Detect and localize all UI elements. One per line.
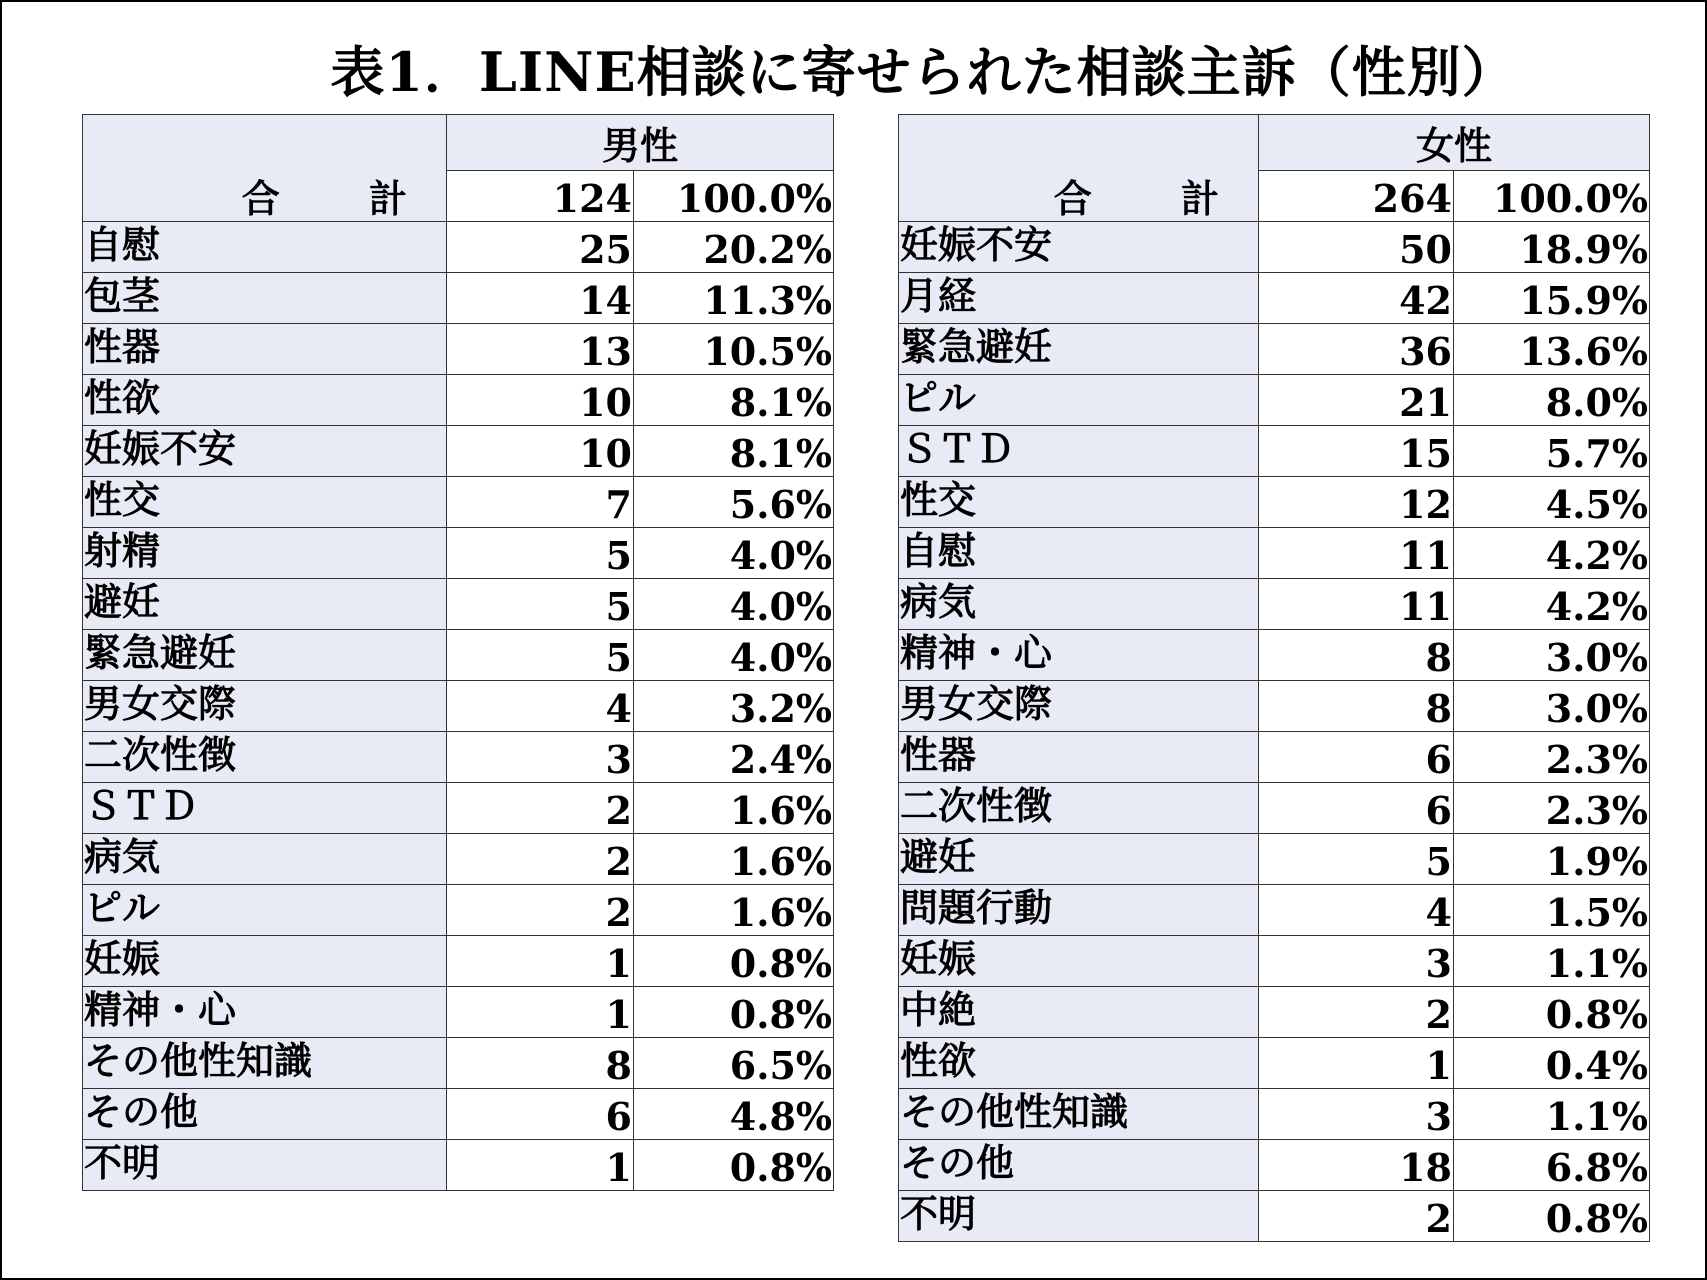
- row-count: 3: [1259, 1089, 1454, 1140]
- row-label: 緊急避妊: [899, 324, 1259, 375]
- row-pct: 8.1%: [634, 375, 834, 426]
- table-row: [899, 1140, 1650, 1191]
- row-label: 妊娠不安: [899, 222, 1259, 273]
- row-pct: 1.6%: [634, 885, 834, 936]
- table-row: [83, 528, 834, 579]
- row-label: 性交: [83, 477, 447, 528]
- row-pct: 11.3%: [634, 273, 834, 324]
- total-count: 124: [447, 171, 634, 222]
- row-label: ＳＴＤ: [83, 783, 447, 834]
- row-pct: 0.8%: [634, 987, 834, 1038]
- row-label: 包茎: [83, 273, 447, 324]
- table-row: [83, 375, 834, 426]
- table-row: [83, 1140, 834, 1191]
- table-row: [899, 630, 1650, 681]
- row-pct: 0.8%: [634, 1140, 834, 1191]
- row-pct: 2.4%: [634, 732, 834, 783]
- row-count: 11: [1259, 579, 1454, 630]
- row-label: 妊娠: [899, 936, 1259, 987]
- row-pct: 3.0%: [1454, 681, 1650, 732]
- row-count: 8: [447, 1038, 634, 1089]
- row-count: 2: [447, 783, 634, 834]
- row-pct: 10.5%: [634, 324, 834, 375]
- row-count: 8: [1259, 630, 1454, 681]
- row-pct: 2.3%: [1454, 783, 1650, 834]
- table-row: [899, 885, 1650, 936]
- row-pct: 0.8%: [634, 936, 834, 987]
- row-pct: 4.2%: [1454, 579, 1650, 630]
- table-row: [899, 273, 1650, 324]
- table-row: [83, 834, 834, 885]
- row-count: 18: [1259, 1140, 1454, 1191]
- table-row: [899, 222, 1650, 273]
- row-pct: 4.8%: [634, 1089, 834, 1140]
- row-count: 6: [447, 1089, 634, 1140]
- table-row: [83, 324, 834, 375]
- row-label: 性器: [83, 324, 447, 375]
- row-label: 二次性徴: [899, 783, 1259, 834]
- row-count: 1: [447, 987, 634, 1038]
- total-count: 264: [1259, 171, 1454, 222]
- row-pct: 8.0%: [1454, 375, 1650, 426]
- row-pct: 1.9%: [1454, 834, 1650, 885]
- row-label: 性器: [899, 732, 1259, 783]
- table-row: [899, 732, 1650, 783]
- row-label: 男女交際: [83, 681, 447, 732]
- total-label: 合 計: [899, 115, 1259, 222]
- table-row: [899, 834, 1650, 885]
- row-count: 7: [447, 477, 634, 528]
- total-pct: 100.0%: [1454, 171, 1650, 222]
- row-count: 11: [1259, 528, 1454, 579]
- row-count: 14: [447, 273, 634, 324]
- row-label: 妊娠: [83, 936, 447, 987]
- table-row: [83, 273, 834, 324]
- row-pct: 4.0%: [634, 579, 834, 630]
- row-pct: 18.9%: [1454, 222, 1650, 273]
- row-count: 15: [1259, 426, 1454, 477]
- row-label: 月経: [899, 273, 1259, 324]
- row-count: 42: [1259, 273, 1454, 324]
- table-row: [83, 579, 834, 630]
- table-row: [899, 987, 1650, 1038]
- table-row: [899, 528, 1650, 579]
- row-pct: 4.0%: [634, 630, 834, 681]
- row-count: 12: [1259, 477, 1454, 528]
- table-row: [83, 477, 834, 528]
- row-pct: 2.3%: [1454, 732, 1650, 783]
- row-count: 10: [447, 426, 634, 477]
- row-label: ピル: [83, 885, 447, 936]
- row-label: 性欲: [83, 375, 447, 426]
- row-label: 精神・心: [899, 630, 1259, 681]
- row-count: 1: [1259, 1038, 1454, 1089]
- row-count: 2: [447, 885, 634, 936]
- table-row: [83, 936, 834, 987]
- table-row: [899, 1191, 1650, 1242]
- row-label: 問題行動: [899, 885, 1259, 936]
- row-label: 性欲: [899, 1038, 1259, 1089]
- row-label: 性交: [899, 477, 1259, 528]
- table-row: [83, 1038, 834, 1089]
- row-pct: 1.6%: [634, 783, 834, 834]
- total-pct: 100.0%: [634, 171, 834, 222]
- row-label: 精神・心: [83, 987, 447, 1038]
- row-label: 自慰: [83, 222, 447, 273]
- row-label: ピル: [899, 375, 1259, 426]
- row-count: 5: [1259, 834, 1454, 885]
- table-row: [899, 1038, 1650, 1089]
- table-row: [899, 936, 1650, 987]
- row-label: その他性知識: [83, 1038, 447, 1089]
- row-pct: 0.8%: [1454, 987, 1650, 1038]
- row-label: 避妊: [899, 834, 1259, 885]
- row-pct: 3.2%: [634, 681, 834, 732]
- row-count: 5: [447, 528, 634, 579]
- row-count: 6: [1259, 732, 1454, 783]
- row-pct: 15.9%: [1454, 273, 1650, 324]
- row-count: 25: [447, 222, 634, 273]
- table-row: [83, 783, 834, 834]
- row-pct: 6.8%: [1454, 1140, 1650, 1191]
- row-count: 5: [447, 579, 634, 630]
- table-row: [899, 681, 1650, 732]
- table-row: [83, 885, 834, 936]
- row-count: 21: [1259, 375, 1454, 426]
- row-pct: 13.6%: [1454, 324, 1650, 375]
- table-row: [899, 324, 1650, 375]
- table-row: [83, 1089, 834, 1140]
- row-label: 不明: [83, 1140, 447, 1191]
- table-row: [83, 630, 834, 681]
- row-pct: 1.5%: [1454, 885, 1650, 936]
- row-label: 中絶: [899, 987, 1259, 1038]
- row-label: 男女交際: [899, 681, 1259, 732]
- row-label: 射精: [83, 528, 447, 579]
- male-header: 男性: [447, 115, 834, 171]
- row-pct: 8.1%: [634, 426, 834, 477]
- row-pct: 4.2%: [1454, 528, 1650, 579]
- row-count: 13: [447, 324, 634, 375]
- table-row: [83, 681, 834, 732]
- row-label: 妊娠不安: [83, 426, 447, 477]
- table-row: [83, 222, 834, 273]
- row-count: 2: [1259, 1191, 1454, 1242]
- row-pct: 20.2%: [634, 222, 834, 273]
- row-count: 4: [1259, 885, 1454, 936]
- male-table: [82, 114, 834, 1191]
- row-label: 不明: [899, 1191, 1259, 1242]
- row-count: 4: [447, 681, 634, 732]
- row-label: 病気: [899, 579, 1259, 630]
- female-table: [898, 114, 1650, 1242]
- total-label: 合 計: [83, 115, 447, 222]
- row-count: 2: [1259, 987, 1454, 1038]
- row-pct: 6.5%: [634, 1038, 834, 1089]
- row-pct: 0.8%: [1454, 1191, 1650, 1242]
- row-label: 病気: [83, 834, 447, 885]
- table-row: [899, 477, 1650, 528]
- table-row: [899, 1089, 1650, 1140]
- table-row: [83, 732, 834, 783]
- row-label: その他: [83, 1089, 447, 1140]
- row-pct: 4.5%: [1454, 477, 1650, 528]
- table-row: [899, 375, 1650, 426]
- table-row: [899, 783, 1650, 834]
- row-count: 5: [447, 630, 634, 681]
- row-count: 3: [447, 732, 634, 783]
- table-row: [899, 426, 1650, 477]
- female-header: 女性: [1259, 115, 1650, 171]
- table-row: [899, 579, 1650, 630]
- row-label: その他性知識: [899, 1089, 1259, 1140]
- row-label: 自慰: [899, 528, 1259, 579]
- row-count: 1: [447, 936, 634, 987]
- row-pct: 3.0%: [1454, 630, 1650, 681]
- row-count: 6: [1259, 783, 1454, 834]
- row-count: 1: [447, 1140, 634, 1191]
- page-title: 表1．LINE相談に寄せられた相談主訴（性別）: [330, 40, 1517, 104]
- row-pct: 1.1%: [1454, 936, 1650, 987]
- row-pct: 5.7%: [1454, 426, 1650, 477]
- row-count: 3: [1259, 936, 1454, 987]
- row-count: 36: [1259, 324, 1454, 375]
- row-label: 二次性徴: [83, 732, 447, 783]
- row-pct: 1.1%: [1454, 1089, 1650, 1140]
- row-count: 10: [447, 375, 634, 426]
- row-count: 50: [1259, 222, 1454, 273]
- row-label: ＳＴＤ: [899, 426, 1259, 477]
- row-label: その他: [899, 1140, 1259, 1191]
- table-row: [83, 426, 834, 477]
- row-count: 2: [447, 834, 634, 885]
- row-pct: 4.0%: [634, 528, 834, 579]
- row-count: 8: [1259, 681, 1454, 732]
- table-row: [83, 987, 834, 1038]
- row-pct: 1.6%: [634, 834, 834, 885]
- row-label: 避妊: [83, 579, 447, 630]
- row-pct: 0.4%: [1454, 1038, 1650, 1089]
- row-pct: 5.6%: [634, 477, 834, 528]
- row-label: 緊急避妊: [83, 630, 447, 681]
